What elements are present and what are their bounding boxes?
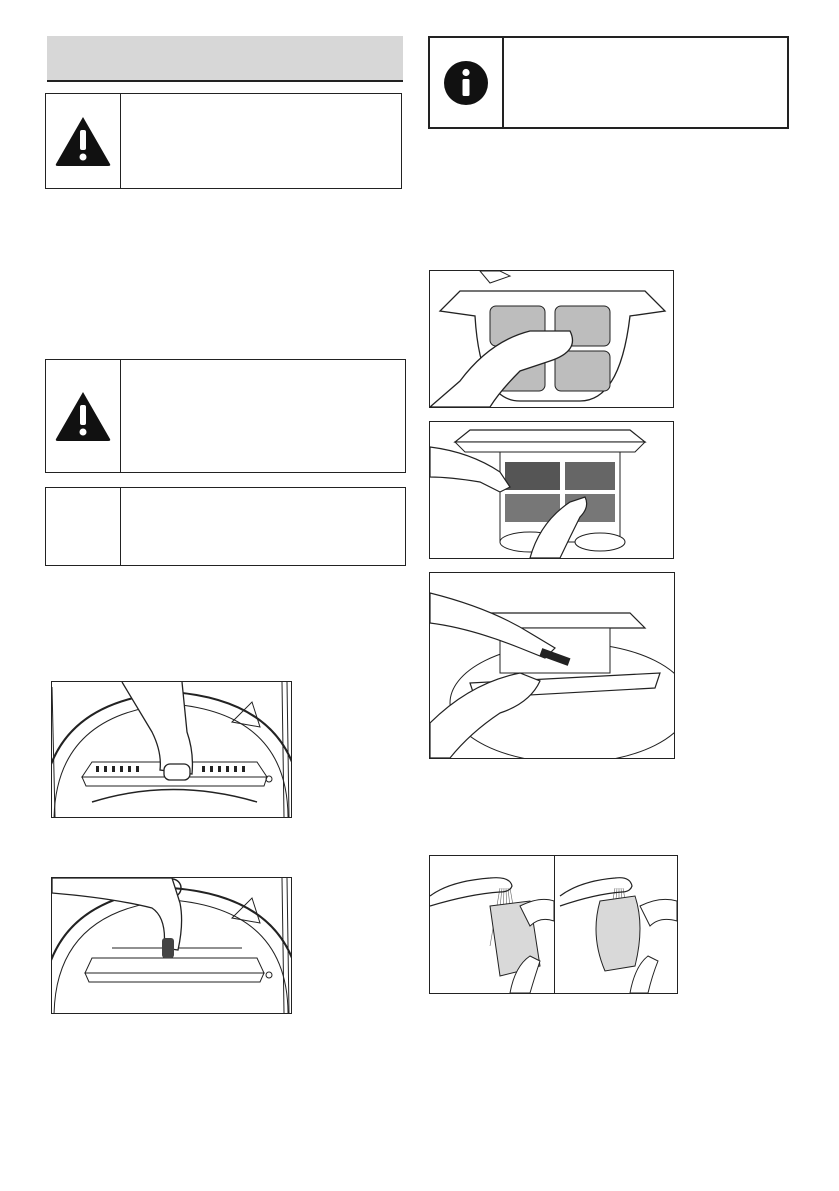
warning-triangle-icon: [54, 115, 112, 167]
figure-drum-filter-remove: [51, 681, 292, 818]
warning-icon-cell: [46, 360, 121, 472]
figure-drum-filter-clean-seat: [51, 877, 292, 1014]
figure-filter-brush-clean: [429, 572, 675, 759]
figure-filter-rinse: [429, 855, 678, 994]
figure-filter-open-wipe: [429, 270, 674, 408]
note-box: [45, 487, 406, 566]
figure-divider: [554, 856, 555, 993]
warning-icon-cell: [46, 94, 121, 188]
figure-filter-inner-wipe: [429, 421, 674, 559]
section-header: [47, 36, 403, 82]
info-box: [428, 36, 789, 129]
rinse-panel-left: [430, 878, 554, 993]
warning-box-2: [45, 359, 406, 473]
warning-triangle-icon: [54, 390, 112, 442]
rinse-panel-right: [560, 878, 677, 993]
info-icon: [443, 60, 489, 106]
note-icon-cell: [46, 488, 121, 565]
warning-box-1: [45, 93, 402, 189]
info-icon-cell: [430, 38, 504, 127]
